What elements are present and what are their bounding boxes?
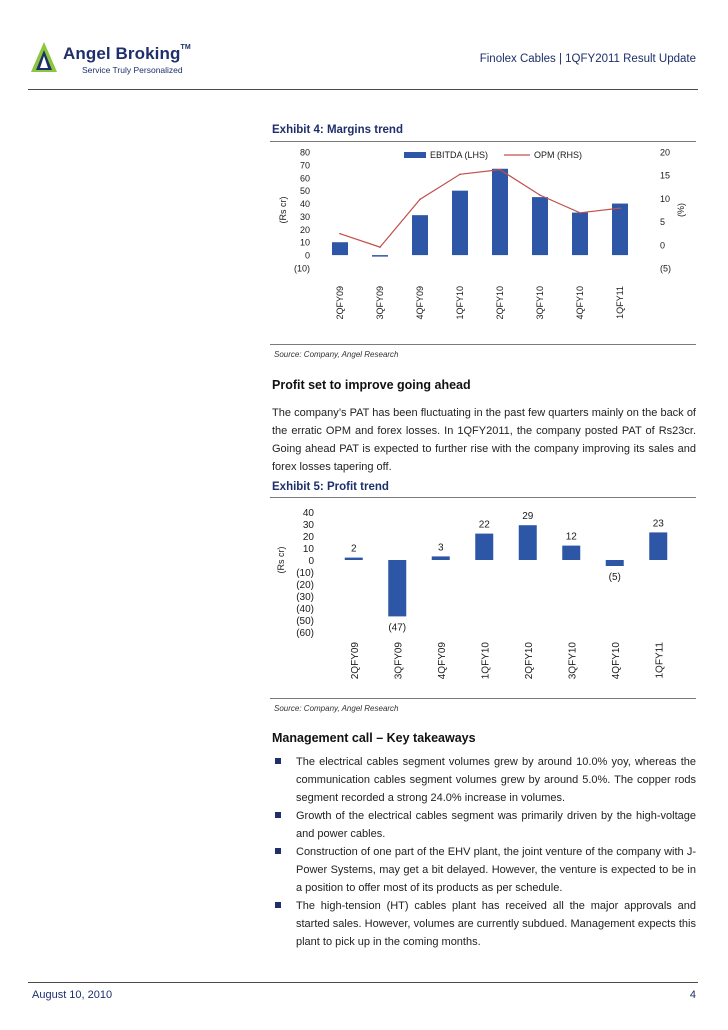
y-tick-label: 60 [299, 173, 310, 184]
y-tick-label: 70 [299, 160, 310, 171]
header-divider [28, 89, 698, 90]
y-tick-label: 10 [302, 544, 314, 555]
opm-point [579, 212, 581, 214]
margins-trend-chart [270, 142, 698, 342]
y2-tick-label: 20 [660, 147, 671, 158]
opm-point [459, 173, 461, 175]
data-label: 3 [437, 542, 444, 554]
opm-point [499, 169, 501, 171]
takeaways-list [272, 753, 696, 951]
y-tick-label: 50 [299, 186, 310, 197]
ebitda-bar [492, 169, 508, 255]
y-tick-label: (50) [296, 616, 314, 627]
ebitda-bar [452, 191, 468, 255]
ebitda-bar [572, 213, 588, 256]
profit-bar [432, 556, 450, 560]
y-tick-label: 30 [299, 211, 310, 222]
x-tick-label: 3QFY10 [567, 642, 579, 680]
exhibit4-bottom-rule [270, 344, 696, 345]
footer-date: August 10, 2010 [32, 989, 113, 1001]
y-tick-label: 30 [302, 520, 314, 531]
y-axis-label: (Rs cr) [278, 196, 288, 224]
x-tick-label: 2QFY10 [523, 642, 535, 680]
list-item: Construction of one part of the EHV plant, the joint venture of the company with J-Power Systems, may get a bit delayed. However, the venture is expected to be in a position to offer most of its products as per schedule. [272, 843, 696, 897]
profit-bar [519, 525, 537, 560]
opm-point [619, 207, 621, 209]
x-tick-label: 1QFY11 [615, 286, 625, 319]
y-tick-label: (10) [293, 263, 310, 274]
x-tick-label: 4QFY09 [415, 286, 425, 320]
ebitda-bar [532, 197, 548, 255]
data-label: 22 [478, 519, 490, 531]
profit-trend-chart [270, 498, 698, 696]
y-tick-label: 0 [304, 250, 310, 261]
list-item: Growth of the electrical cables segment was primarily driven by the high-voltage and power cables. [272, 807, 696, 843]
brand-name: Angel Broking™ [63, 44, 191, 63]
list-item: The high-tension (HT) cables plant has received all the major approvals and started sales. However, volumes are currently subdued. Management expects this plant to pick up in the coming months. [272, 897, 696, 951]
y2-tick-label: 10 [660, 193, 671, 204]
profit-bar [475, 534, 493, 560]
data-label: 23 [652, 518, 664, 530]
profit-bar [388, 560, 406, 616]
y-tick-label: (20) [296, 580, 314, 591]
y-tick-label: (10) [296, 568, 314, 579]
y2-tick-label: 0 [660, 240, 666, 251]
data-label: (47) [388, 622, 407, 634]
y-tick-label: 20 [299, 224, 310, 235]
logo-mark-icon [31, 42, 57, 72]
y-tick-label: 80 [299, 147, 310, 158]
y-tick-label: 20 [302, 532, 314, 543]
list-item: The electrical cables segment volumes grew by around 10.0% yoy, whereas the communication cables segment volumes grew by around 5.0%. The copper rods segment recorded a strong 24.0% increase in volumes. [272, 753, 696, 807]
data-label: 12 [565, 531, 577, 543]
y2-axis-label: (%) [676, 203, 686, 217]
y-tick-label: 40 [302, 508, 314, 519]
data-label: 2 [350, 543, 357, 555]
footer-divider [28, 982, 698, 983]
exhibit4-title: Exhibit 4: Margins trend [272, 124, 403, 136]
page-number: 4 [689, 989, 696, 1001]
square-bullet-icon [275, 848, 281, 854]
x-tick-label: 3QFY09 [375, 286, 385, 320]
profit-section-body: The company’s PAT has been fluctuating in the past few quarters mainly on the back of the erratic OPM and forex losses. In 1QFY2011, the company posted PAT of Rs23cr. Going ahead PAT is expected to further rise with the company improving its sales and forex losses tapering off. [272, 407, 696, 473]
square-bullet-icon [275, 812, 281, 818]
exhibit5-title: Exhibit 5: Profit trend [272, 481, 389, 493]
x-tick-label: 2QFY09 [335, 286, 345, 320]
opm-point [379, 246, 381, 248]
ebitda-bar [612, 204, 628, 256]
y-tick-label: 0 [308, 556, 314, 567]
legend-swatch-ebitda [404, 152, 426, 158]
y2-tick-label: 15 [660, 170, 671, 181]
report-title: Finolex Cables | 1QFY2011 Result Update [479, 53, 696, 65]
x-tick-label: 4QFY10 [575, 286, 585, 320]
y-axis-label: (Rs cr) [276, 546, 286, 574]
profit-bar [345, 558, 363, 560]
y2-tick-label: 5 [660, 217, 666, 228]
x-tick-label: 1QFY10 [480, 642, 492, 680]
legend-label-opm: OPM (RHS) [534, 150, 582, 160]
x-tick-label: 3QFY10 [535, 286, 545, 320]
y-tick-label: 10 [299, 237, 310, 248]
profit-section-title: Profit set to improve going ahead [272, 378, 471, 392]
y-tick-label: (60) [296, 628, 314, 639]
y2-tick-label: (5) [660, 263, 671, 274]
opm-point [339, 233, 341, 235]
x-tick-label: 4QFY10 [610, 642, 622, 680]
x-tick-label: 1QFY11 [654, 642, 666, 679]
exhibit5-bottom-rule [270, 698, 696, 699]
brand-tagline: Service Truly Personalized [82, 65, 183, 75]
y-tick-label: 40 [299, 199, 310, 210]
legend-label-ebitda: EBITDA (LHS) [430, 150, 489, 160]
x-tick-label: 3QFY09 [393, 642, 405, 680]
square-bullet-icon [275, 902, 281, 908]
management-section-title: Management call – Key takeaways [272, 731, 476, 745]
profit-bar [606, 560, 624, 566]
ebitda-bar [372, 255, 388, 257]
exhibit4-source: Source: Company, Angel Research [274, 350, 399, 359]
x-tick-label: 2QFY09 [349, 642, 361, 680]
exhibit5-source: Source: Company, Angel Research [274, 704, 399, 713]
ebitda-bar [332, 242, 348, 255]
opm-point [539, 194, 541, 196]
data-label: (5) [608, 572, 621, 583]
ebitda-bar [412, 215, 428, 255]
x-tick-label: 1QFY10 [455, 286, 465, 320]
opm-point [419, 199, 421, 201]
x-tick-label: 4QFY09 [436, 642, 448, 680]
profit-bar [649, 532, 667, 560]
y-tick-label: (40) [296, 604, 314, 615]
data-label: 29 [522, 511, 534, 523]
square-bullet-icon [275, 758, 281, 764]
y-tick-label: (30) [296, 592, 314, 603]
profit-bar [562, 546, 580, 560]
x-tick-label: 2QFY10 [495, 286, 505, 320]
